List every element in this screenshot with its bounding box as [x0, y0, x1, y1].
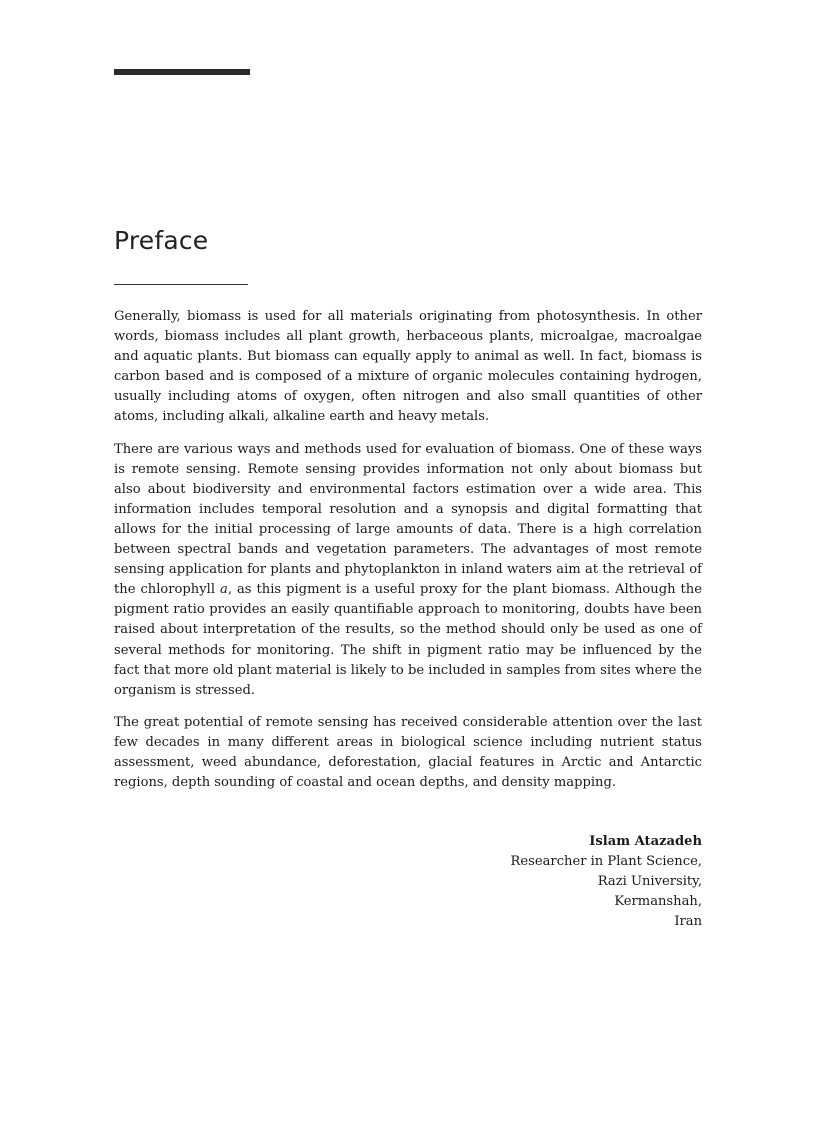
top-decorative-rule [114, 69, 250, 75]
page-title: Preface [114, 226, 209, 255]
title-underline [114, 284, 248, 285]
paragraph-2 [114, 440, 702, 701]
author-city: Kermanshah, [614, 894, 702, 910]
author-country: Iran [674, 914, 702, 930]
author-title: Researcher in Plant Science, [510, 854, 702, 870]
paragraph-3: The great potential of remote sensing has received considerable attention over the last few decades in many different areas in biological science including nutrient status assessment, weed abundance, deforestation, glacial features in Arctic and Antarctic regions, depth sounding of coastal and ocean depths, and density mapping. [114, 714, 702, 791]
paragraph-2-part-2: , as this pigment is a useful proxy for the plant biomass. Although the pigment ratio provides an easily quantifiable approach to monitoring, doubts have been raised about interpretation of the results, so the method should only be used as one of several methods for monitoring. The shift in pigment ratio may be influenced by the fact that more old plant material is likely to be included in samples from sites where the organism is stressed. [114, 582, 702, 698]
author-name: Islam Atazadeh [589, 834, 702, 849]
paragraph-1: Generally, biomass is used for all materials originating from photosynthesis. In other words, biomass includes all plant growth, herbaceous plants, microalgae, macroalgae and aquatic plants. But biomass can equally apply to animal as well. In fact, biomass is carbon based and is composed of a mixture of organic molecules containing hydrogen, usually including atoms of oxygen, often nitrogen and also small quantities of other atoms, including alkali, alkaline earth and heavy metals. [114, 309, 702, 425]
chlorophyll-a-italic: a [220, 582, 228, 598]
author-institution: Razi University, [597, 874, 702, 890]
paragraph-2-part-1: There are various ways and methods used for evaluation of biomass. One of these ways is remote sensing. Remote sensing provides information not only about biomass but also about biodiversity and environmental factors estimation over a wide area. This information includes temporal resolution and a synopsis and digital formatting that allows for the initial processing of large amounts of data. There is a high correlation between spectral bands and vegetation parameters. The advantages of most remote sensing application for plants and phytoplankton in inland waters aim at the retrieval of the chlorophyll [114, 441, 702, 598]
author-signature-block [511, 832, 702, 932]
preface-body [114, 307, 702, 805]
